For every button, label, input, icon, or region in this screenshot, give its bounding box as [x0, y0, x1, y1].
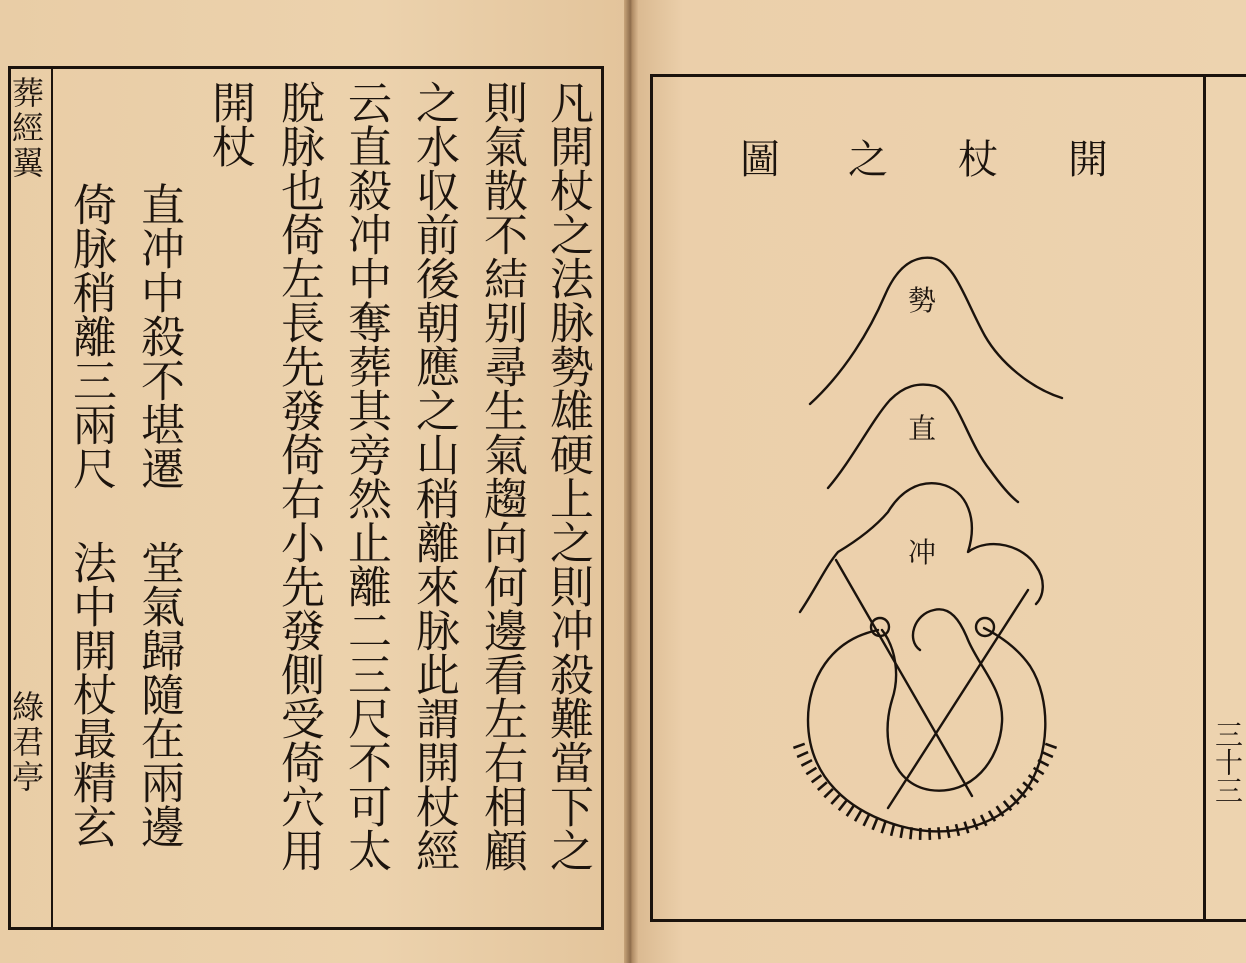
hatch-tick — [797, 752, 808, 757]
text-column-3: 之水収前後朝應之山稍離來脉此謂開杖經 — [408, 80, 459, 872]
label-chong: 冲 — [908, 536, 937, 569]
verse-line-2: 倚脉稍離三兩尺 — [65, 182, 116, 490]
verse-line-1: 直冲中殺不堪遷 — [133, 182, 184, 490]
hatch-tick — [901, 826, 903, 838]
title-char-tu: 圖 — [740, 137, 780, 183]
label-shi: 勢 — [908, 284, 937, 317]
hatch-tick — [831, 795, 839, 804]
hatched-base-arc — [793, 744, 1056, 840]
hatch-tick — [793, 744, 804, 748]
title-char-zhang: 杖 — [958, 137, 998, 183]
hatch-tick — [847, 806, 854, 816]
verse-line-3: 堂氣歸隨在兩邊 — [133, 540, 184, 848]
hatch-tick — [818, 782, 827, 790]
hatch-tick — [956, 824, 959, 836]
text-column-6: 開杖 — [204, 80, 255, 168]
verse-line-4: 法中開杖最精玄 — [65, 540, 116, 848]
title-char-kai: 開 — [1068, 137, 1108, 183]
hatch-tick — [824, 789, 833, 797]
hatch-tick — [1042, 752, 1053, 757]
hatch-tick — [882, 822, 886, 833]
hatch-tick — [839, 801, 846, 810]
hatch-tick — [891, 824, 894, 836]
hatch-tick — [855, 811, 861, 821]
hatch-tick — [938, 827, 939, 839]
hatch-tick — [801, 760, 812, 766]
title-char-zhi: 之 — [848, 137, 888, 183]
hatch-tick — [806, 768, 816, 774]
label-zhi: 直 — [908, 412, 937, 445]
text-column-4: 云直殺冲中奪葬其旁然止離二三尺不可太 — [340, 80, 391, 872]
margin-publisher: 綠君亭 — [7, 690, 45, 795]
hatch-tick — [910, 827, 911, 839]
bulb-outline — [808, 628, 1045, 831]
text-column-1: 凡開杖之法脉勢雄硬上之則冲殺難當下之 — [542, 80, 593, 872]
page-number: 三十三 — [1211, 720, 1244, 804]
hatch-tick — [873, 819, 878, 830]
margin-book-title: 葬經翼 — [7, 76, 45, 181]
hatch-tick — [965, 822, 969, 833]
hatch-tick — [864, 815, 869, 826]
text-column-5: 脫脉也倚左長先發倚右小先發側受倚穴用 — [273, 80, 324, 872]
cross-line-a — [836, 560, 972, 796]
text-column-2: 則氣散不結别尋生氣趨向何邊看左右相顧 — [476, 80, 527, 872]
hatch-tick — [1045, 744, 1056, 748]
hatch-tick — [947, 826, 949, 838]
shi-ridge-curve — [810, 258, 1062, 404]
right-node-circle — [976, 618, 994, 636]
hatch-tick — [812, 775, 822, 782]
